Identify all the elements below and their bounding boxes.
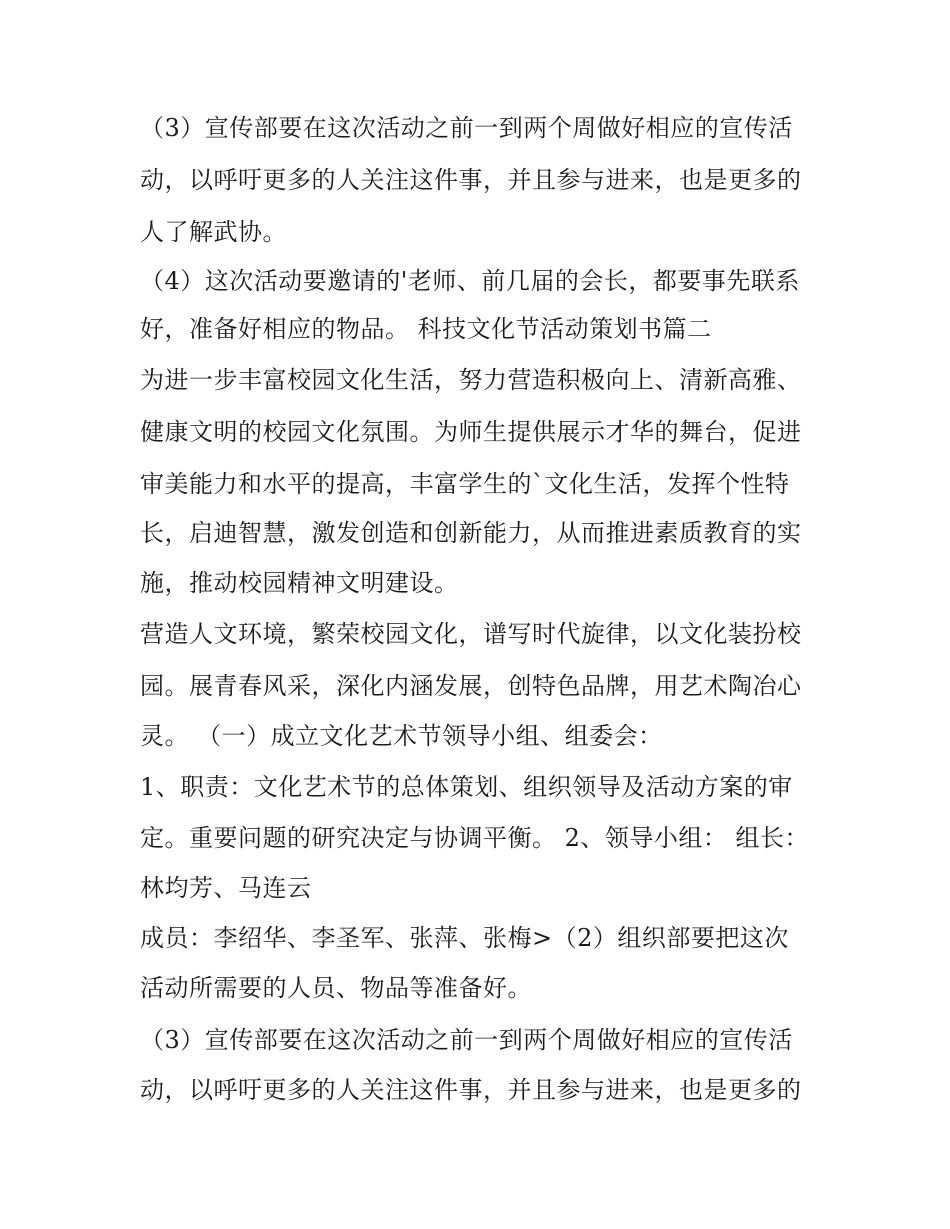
text-line: 活动所需要的人员、物品等准备好。: [140, 974, 532, 1002]
text-line: 施，推动校园精神文明建设。: [140, 569, 459, 597]
text-line: 审美能力和水平的提高，丰富学生的`文化生活，发挥个性特: [140, 470, 790, 498]
text-line: 健康文明的校园文化氛围。为师生提供展示才华的舞台，促进: [140, 418, 802, 446]
text-line: 为进一步丰富校园文化生活，努力营造积极向上、清新高雅、: [140, 366, 802, 394]
text-line: 动，以呼吁更多的人关注这件事，并且参与进来，也是更多的: [140, 1076, 802, 1104]
text-line: （3）宣传部要在这次活动之前一到两个周做好相应的宣传活: [140, 1026, 793, 1054]
text-line: 动，以呼吁更多的人关注这件事，并且参与进来，也是更多的: [140, 166, 802, 194]
text-line: 1、职责：文化艺术节的总体策划、组织领导及活动方案的审: [140, 773, 793, 801]
text-line: 定。重要问题的研究决定与协调平衡。 2、领导小组： 组长：: [140, 824, 810, 852]
text-line: 林均芳、马连云: [140, 874, 312, 902]
text-line: 长，启迪智慧，激发创造和创新能力，从而推进素质教育的实: [140, 519, 802, 547]
text-line: （3）宣传部要在这次活动之前一到两个周做好相应的宣传活: [140, 114, 793, 142]
text-line: 灵。 （一）成立文化艺术节领导小组、组委会：: [140, 722, 663, 750]
text-line: 园。展青春风采，深化内涵发展，创特色品牌，用艺术陶冶心: [140, 672, 802, 700]
text-line: 营造人文环境，繁荣校园文化，谱写时代旋律，以文化装扮校: [140, 620, 802, 648]
text-line: （4）这次活动要邀请的'老师、前几届的会长，都要事先联系: [140, 267, 800, 295]
text-line: 好，准备好相应的物品。 科技文化节活动策划书篇二: [140, 315, 712, 343]
text-line: 成员：李绍华、李圣军、张萍、张梅>（2）组织部要把这次: [140, 924, 789, 952]
text-line: 人了解武协。: [140, 218, 287, 246]
